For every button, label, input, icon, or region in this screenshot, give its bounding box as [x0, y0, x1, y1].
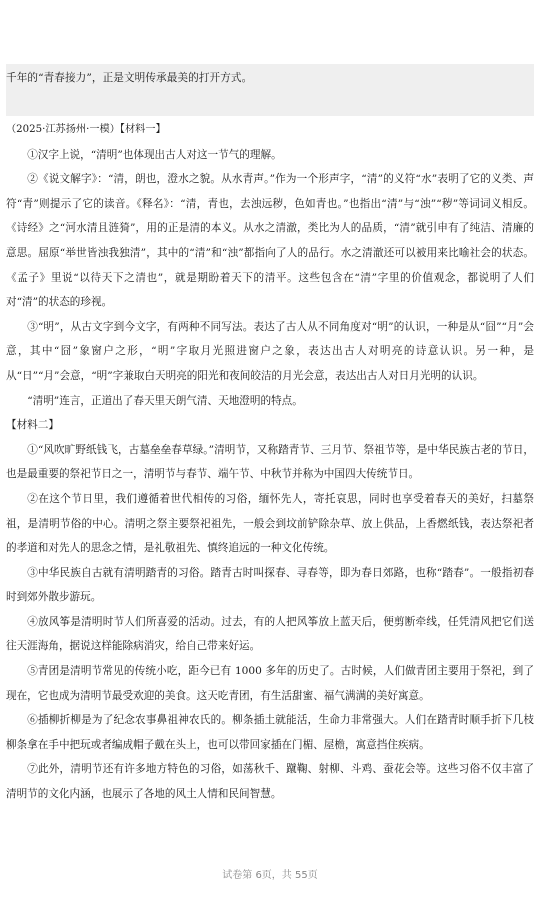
- material2-paragraph-7: ⑦此外，清明节还有许多地方特色的习俗，如荡秋千、蹴鞠、射柳、斗鸡、蚕花会等。这些习俗不仅丰富了清明节的文化内涵，也展示了各地的风土人情和民间智慧。: [6, 763, 534, 801]
- material2-paragraph-6: ⑥插柳折柳是为了纪念农事鼻祖神农氏的。柳条插土就能活，生命力非常强大。人们在踏青时顺手折下几枝柳条拿在手中把玩或者编成帽子戴在头上，也可以带回家插在门楣、屋檐，寓意挡住疾病。: [6, 714, 534, 751]
- reading-passage: [6, 118, 534, 807]
- previous-question-tail-text: 千年的“青春接力”，正是文明传承最美的打开方式。: [6, 72, 253, 84]
- material2-paragraph-2: ②在这个节日里，我们遵循着世代相传的习俗，缅怀先人，寄托哀思，同时也享受着春天的美好，扫墓祭祖，是清明节俗的中心。清明之祭主要祭祀祖先，一般会到坟前铲除杂草、放上供品，上香燃纸钱，表达祭祀者的孝道和对先人的思念之情，是礼敬祖先、慎终追远的一种文化传统。: [6, 492, 534, 555]
- material1-paragraph-1: ①汉字上说，“清明”也体现出古人对这一节气的理解。: [27, 148, 282, 161]
- material1-paragraph-3: ③“明”，从古文字到今文字，有两种不同写法。表达了古人从不同角度对“明”的认识，一种是从“囧”“月”会意，其中“囧”象窗户之形，“明”字取月光照进窗户之象，表达出古人对明亮的诗意认识。另一种，是从“日”“月”会意，“明”字兼取白天明亮的阳光和夜间皎洁的月光会意，表达出古人对日月光明的认识。: [6, 320, 534, 382]
- page-footer: 试卷第 6页，共 55页: [222, 870, 318, 881]
- previous-question-tail-box: [6, 64, 534, 116]
- material2-heading: 【材料二】: [6, 419, 59, 432]
- question-source-heading: （2025·江苏扬州·一模）【材料一】: [6, 124, 166, 135]
- material2-paragraph-5: ⑤青团是清明节常见的传统小吃，距今已有 1000 多年的历史了。古时候，人们做青团主要用于祭祀，到了现在，它也成为清明节最受欢迎的美食。这天吃青团，有生活甜蜜、福气满满的美好寓意。: [6, 665, 534, 702]
- material1-paragraph-4: “清明”连言，正道出了春天里天朗气清、天地澄明的特点。: [27, 394, 303, 407]
- material2-paragraph-3: ③中华民族自古就有清明踏青的习俗。踏青古时叫探春、寻春等，即为春日郊路，也称“踏春”。一般指初春时到郊外散步游玩。: [6, 566, 534, 604]
- material1-paragraph-2: ②《说文解字》：“清，朗也，澄水之貌。从水青声。”作为一个形声字，“清”的义符“水”表明了它的义类、声符“青”则提示了它的读音。《释名》：“清，青也，去浊远秽，色如青也。”也指出“清”与“浊”“秽”等词词义相反。《诗经》之“河水清且涟猗”，用的正是清的本义。从水之清澈，类比为人的品质，“清”就引申有了纯洁、清廉的意思。屈原“举世皆浊我独清”，其中的“清”和“浊”都指向了人的品行。水之清澈还可以被用来比喻社会的状态。《孟子》里说“以待天下之清也”，就是期盼着天下的清平。这些包含在“清”字里的价值观念，都说明了人们对“清”的状态的珍视。: [6, 173, 534, 309]
- material2-paragraph-4: ④放风筝是清明时节人们所喜爱的活动。过去，有的人把风筝放上蓝天后，便剪断牵线，任凭清风把它们送往天涯海角，据说这样能除病消灾，给自己带来好运。: [6, 615, 534, 653]
- material2-paragraph-1: ①“风吹旷野纸钱飞，古墓垒垒春草绿。”清明节，又称踏青节、三月节、祭祖节等，是中华民族古老的节日，也是最重要的祭祀节日之一，清明节与春节、端午节、中秋节并称为中国四大传统节日。: [6, 443, 534, 481]
